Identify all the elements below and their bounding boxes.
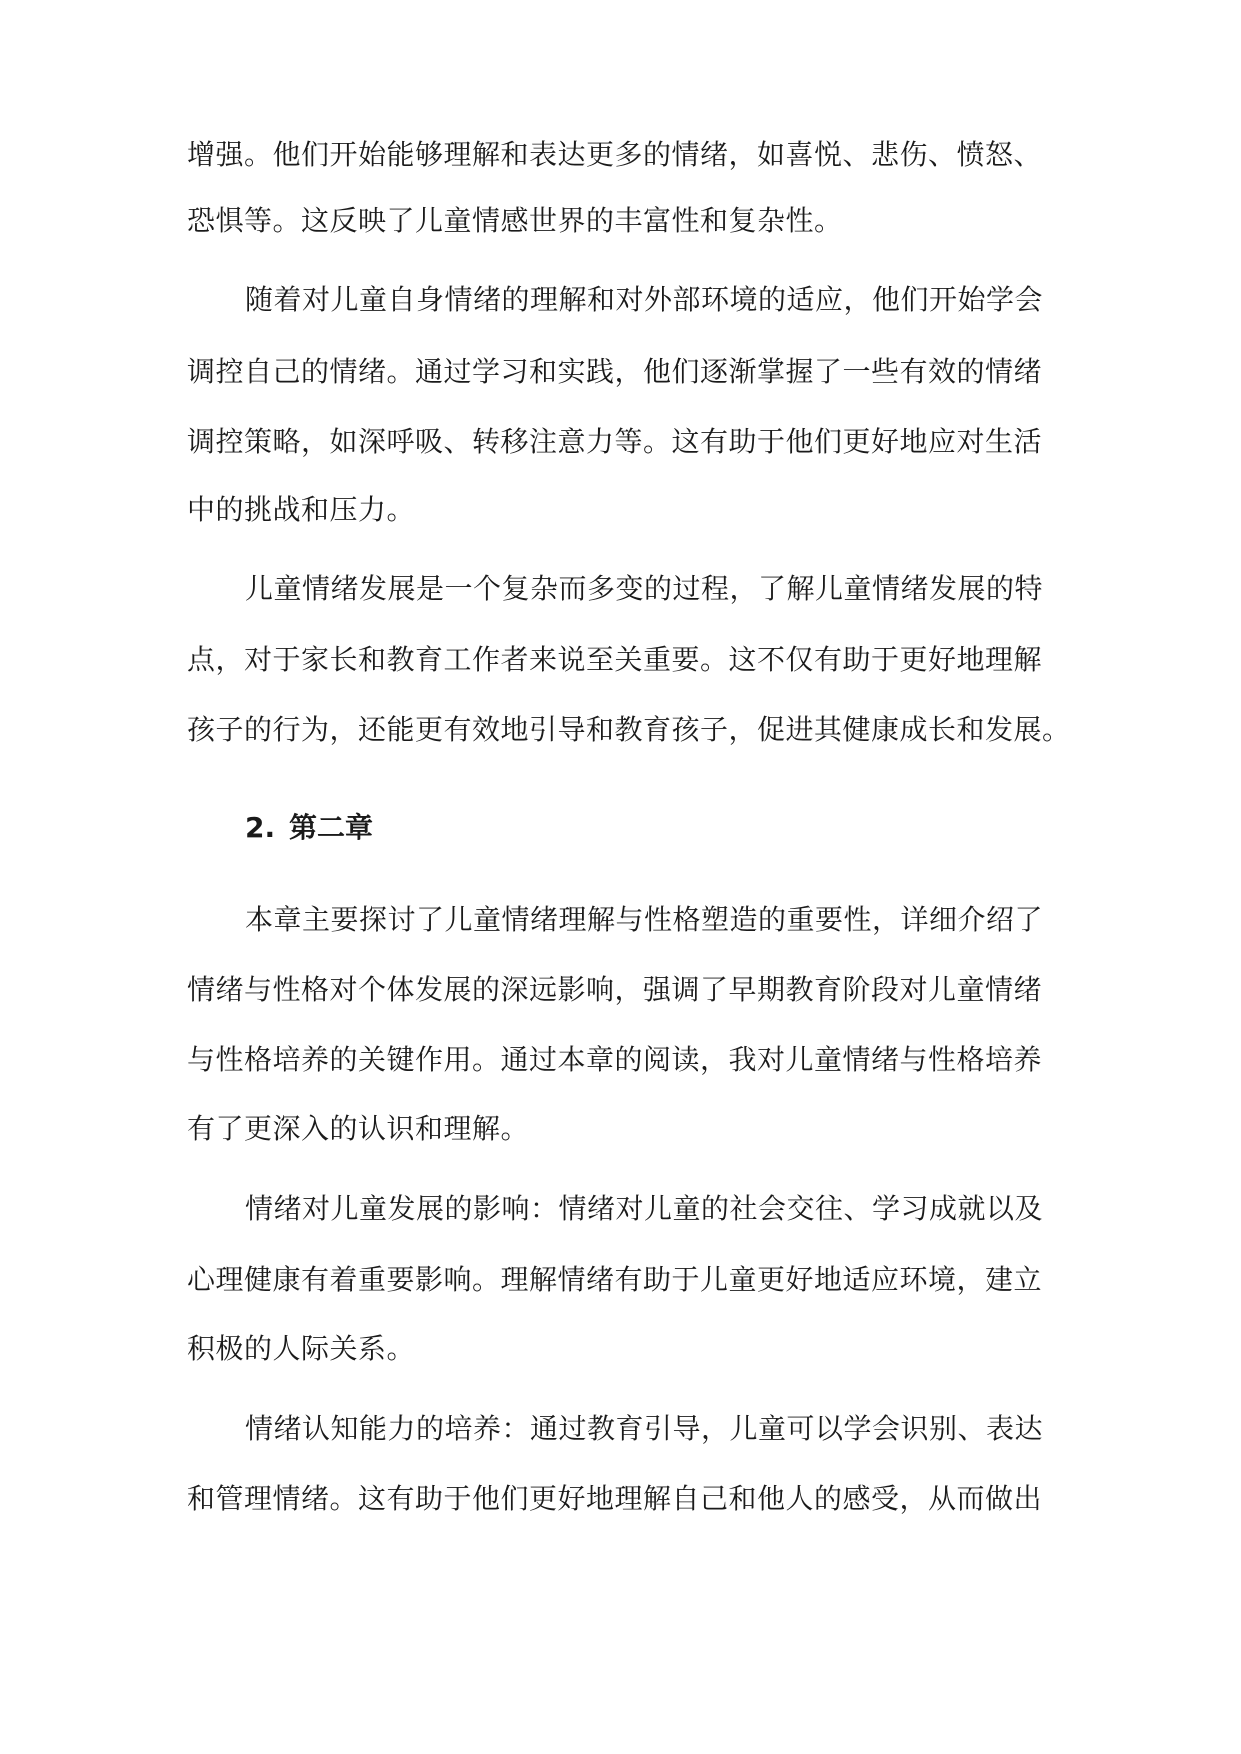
paragraph-line: 调控自己的情绪。通过学习和实践，他们逐渐掌握了一些有效的情绪 [187,355,1043,388]
paragraph-line: 与性格培养的关键作用。通过本章的阅读，我对儿童情绪与性格培养 [187,1043,1043,1076]
paragraph-line: 中的挑战和压力。 [187,493,416,526]
section-number: 2. [245,811,276,844]
paragraph-line: 有了更深入的认识和理解。 [187,1112,530,1145]
paragraph-line: 积极的人际关系。 [187,1332,416,1365]
paragraph-line: 孩子的行为，还能更有效地引导和教育孩子，促进其健康成长和发展。 [187,713,1071,746]
paragraph-line: 点，对于家长和教育工作者来说至关重要。这不仅有助于更好地理解 [187,643,1043,676]
paragraph-line: 心理健康有着重要影响。理解情绪有助于儿童更好地适应环境，建立 [187,1263,1043,1296]
paragraph-line: 情绪认知能力的培养：通过教育引导，儿童可以学会识别、表达 [245,1412,1044,1445]
paragraph-line: 增强。他们开始能够理解和表达更多的情绪，如喜悦、悲伤、愤怒、 [187,138,1043,171]
section-title: 第二章 [289,811,374,844]
paragraph-line: 调控策略，如深呼吸、转移注意力等。这有助于他们更好地应对生活 [187,425,1043,458]
paragraph-line: 情绪与性格对个体发展的深远影响，强调了早期教育阶段对儿童情绪 [187,973,1043,1006]
paragraph-line: 本章主要探讨了儿童情绪理解与性格塑造的重要性，详细介绍了 [245,903,1044,936]
paragraph-line: 恐惧等。这反映了儿童情感世界的丰富性和复杂性。 [187,204,843,237]
paragraph-line: 情绪对儿童发展的影响：情绪对儿童的社会交往、学习成就以及 [245,1192,1044,1225]
section-heading [245,808,373,848]
paragraph-line: 和管理情绪。这有助于他们更好地理解自己和他人的感受，从而做出 [187,1482,1043,1515]
paragraph-line: 儿童情绪发展是一个复杂而多变的过程，了解儿童情绪发展的特 [245,572,1044,605]
paragraph-line: 随着对儿童自身情绪的理解和对外部环境的适应，他们开始学会 [245,283,1044,316]
